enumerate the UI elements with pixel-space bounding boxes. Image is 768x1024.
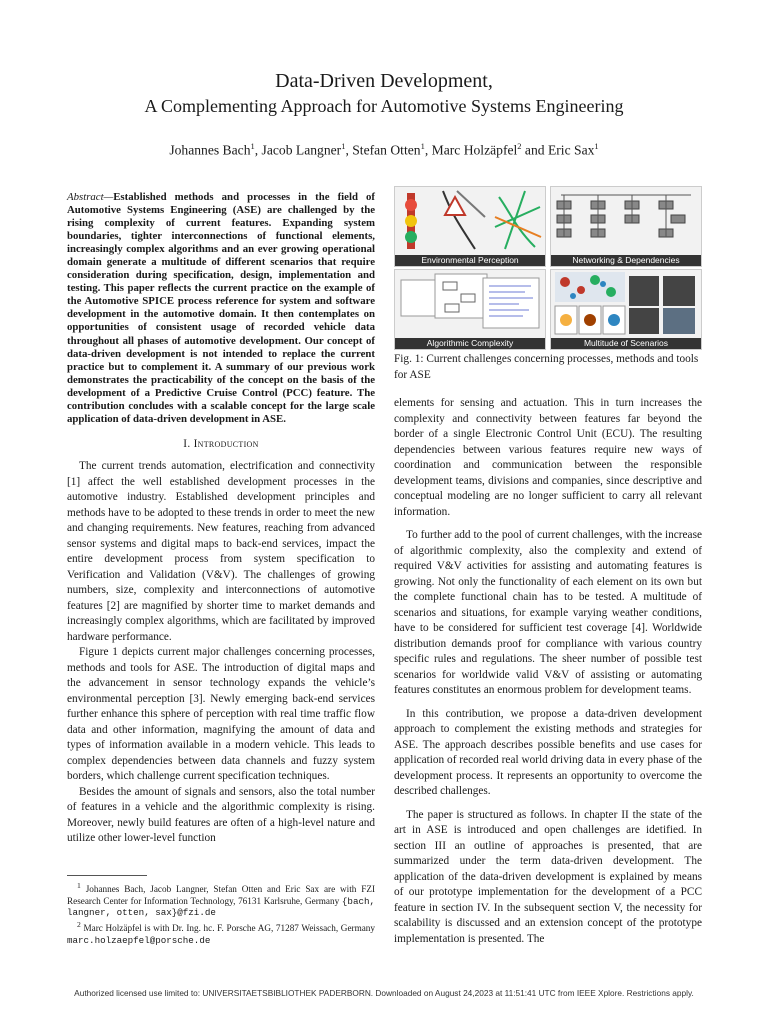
figure-1	[394, 186, 702, 348]
left-column	[67, 191, 375, 847]
paragraph: The paper is structured as follows. In chapter II the state of the art in ASE is introduced and open challenges are idetified. In section III an outline of approaches is presented, that are summarized under the term data-driven development. The application of the data-driven development is explained by means of our prototype implementation for the development of a PCC feature in section IV. In the subsequent section V, the necessity for scalability is discussed and an extension concept of the prototype implementation is presented. The	[394, 808, 702, 945]
panel-environmental-perception	[394, 186, 546, 267]
paragraph: The current trends automation, electrification and connectivity [1] affect the well established development processes in the automotive industry. Established development principles and methods have to be adopted to these trends in order to meet the new and changing requirements. New features, reaching from advanced sensor systems and digital maps to back-end services, impact the entire development process from system specification to Verification and Validation (V&V). The challenges of growing numbers, size, complexity and interconnections of automotive features [2] are magnified by shorter time to market demands and increasingly complex algorithms, which are facilitated by improved hardware performance.	[67, 460, 375, 643]
paragraph: In this contribution, we propose a data-driven development approach to complement the existing methods and strategies for ASE. The approach describes possible benefits and use cases for application of recorded real world driving data in every phase of the development process. It represents an opportunity to overcome the described challenges.	[394, 707, 702, 797]
author-name: Eric Sax	[547, 142, 595, 158]
author-separator: ,	[424, 142, 432, 158]
affiliation-marker: 1	[420, 141, 425, 151]
author-separator: ,	[254, 142, 262, 158]
paper-title: Data-Driven Development,	[275, 70, 493, 92]
affiliation-marker: 1	[594, 141, 599, 151]
affiliation-marker: 1	[341, 141, 346, 151]
author-name: Stefan Otten	[352, 142, 421, 158]
affiliation-marker: 2	[517, 141, 522, 151]
footnotes	[67, 880, 375, 947]
panel-label: Multitude of Scenarios	[551, 338, 701, 349]
paragraph: elements for sensing and actuation. This in turn increases the complexity and connectivity between features far beyond the border of a single Electronic Control Unit (ECU). The resulting dependencies between various features require new ways of coordination and communication between the responsible development teams, divisions and companies, since descriptive and conceptual modeling are no longer sufficient to carry all relevant information.	[394, 397, 702, 518]
paragraph: Figure 1 depicts current major challenges concerning processes, methods and tools for ASE. The introduction of digital maps and the advancement in sensor technology expands the vehicle’s environmental perception [3]. Newly emerging back-end services further enhance this sphere of perception with real time traffic flow data and other information, magnifying the amount of data and types of information available in a modern vehicle. This leads to complex dependencies between data channels and fuzzy system borders, which challenge current specification techniques.	[67, 646, 375, 783]
panel-label: Networking & Dependencies	[551, 255, 701, 266]
footnote-1: $^1$ Johannes Bach, Jacob Langner, Stefan Otten and Eric Sax are with FZI Research Center for Information Technology, 76131 Karlsruhe, Germany {bach, langner, otten, sax}@fzi.de	[67, 881, 376, 919]
network-diagram-icon	[551, 187, 701, 255]
footnote-rule	[67, 875, 147, 876]
author-name: Johannes Bach	[169, 142, 251, 158]
right-column	[394, 396, 702, 955]
panel-label: Environmental Perception	[395, 255, 545, 266]
paragraph: Besides the amount of signals and sensors, also the total number of features in a vehicle and the algorithmic complexity is rising. Moreover, newly build features are often of a high-level nature and utilize other lower-level function	[67, 785, 375, 845]
paper-subtitle: A Complementing Approach for Automotive Systems Engineering	[144, 96, 624, 116]
footnote-2: $^2$ Marc Holzäpfel is with Dr. Ing. hc. F. Porsche AG, 71287 Weissach, Germany marc.holzaepfel@porsche.de	[67, 920, 375, 946]
abstract-text: Established methods and processes in the field of Automotive Systems Engineering (ASE) are challenged by the rising complexity of current features. Expanding system boundaries, tighter interconnections of functional elements, increasingly complex algorithms and an ever growing operational domain generate a multitude of different scenarios that require consideration during specification, design, implementation and testing. This paper reflects the current practice on the example of the Automotive SPICE process reference for system and software development in the automotive domain. It then contemplates on opportunities of consistent usage of recorded vehicle data throughout all phases of automotive development. Our concept of data-driven development is not intended to replace the current practice but to complement it. A summary of our previous work demonstrates the practicability of the concept on the basis of the development of a Predictive Cruise Control (PCC) feature. The contribution concludes with a scalable concept for the large scale application of data-driven development in ASE.	[67, 191, 375, 425]
perception-illustration-icon	[395, 187, 545, 255]
panel-label: Algorithmic Complexity	[395, 338, 545, 349]
figure-caption: Fig. 1: Current challenges concerning processes, methods and tools for ASE	[394, 353, 699, 381]
download-footer: Authorized licensed use limited to: UNIVERSITAETSBIBLIOTHEK PADERBORN. Downloaded on August 24,2023 at 11:51:41 UTC from IEEE Xplore. Restrictions apply.	[74, 988, 694, 998]
author-name: Marc Holzäpfel	[431, 142, 518, 158]
panel-networking-dependencies	[550, 186, 702, 267]
panel-algorithmic-complexity	[394, 269, 546, 350]
panel-multitude-of-scenarios	[550, 269, 702, 350]
affiliation-marker: 1	[250, 141, 255, 151]
scenarios-illustration-icon	[551, 270, 701, 338]
email: {bach, langner, otten, sax}@fzi.de	[67, 895, 376, 919]
algorithm-illustration-icon	[395, 270, 545, 338]
author-name: Jacob Langner	[261, 142, 342, 158]
abstract-lead: Abstract	[67, 191, 104, 203]
paragraph: To further add to the pool of current challenges, with the increase of algorithmic complexity, also the complexity and extend of required V&V activities for assisting and automating features is growing. Not only the functionality of each element on its own but the complete functional chain has to be tested. A multitude of scenarios and situations, for example varying weather conditions, have to be considered for sufficient test coverage [4]. Worldwide distribution demands proof for compliance with various country specific rules and regulations. The sheer number of possible test scenarios for worldwide valid V&V of assisting or automating features constitutes an enormous problem for development teams.	[394, 529, 702, 696]
abstract: Abstract—Established methods and processes in the field of Automotive Systems Engineering (ASE) are challenged by the rising complexity of current features. Expanding system boundaries, tighter interconnections of functional elements, increasingly complex algorithms and an ever growing operational domain generate a multitude of different scenarios that require consideration during specification, design, implementation and testing. This paper reflects the current practice on the example of the Automotive SPICE process reference for system and software development in the automotive domain. It then contemplates on opportunities of consistent usage of recorded vehicle data throughout all phases of automotive development. Our concept of data-driven development is not intended to replace the current practice but to complement it. A summary of our previous work demonstrates the practicability of the concept on the basis of the development of a Predictive Cruise Control (PCC) feature. The contribution concludes with a scalable concept for the large scale application of data-driven development in ASE.	[67, 191, 375, 425]
author-list	[0, 141, 768, 159]
section-heading-introduction: I. Introduction	[183, 437, 259, 450]
author-separator: and	[521, 142, 548, 158]
email: marc.holzaepfel@porsche.de	[67, 934, 211, 946]
author-separator: ,	[345, 142, 353, 158]
